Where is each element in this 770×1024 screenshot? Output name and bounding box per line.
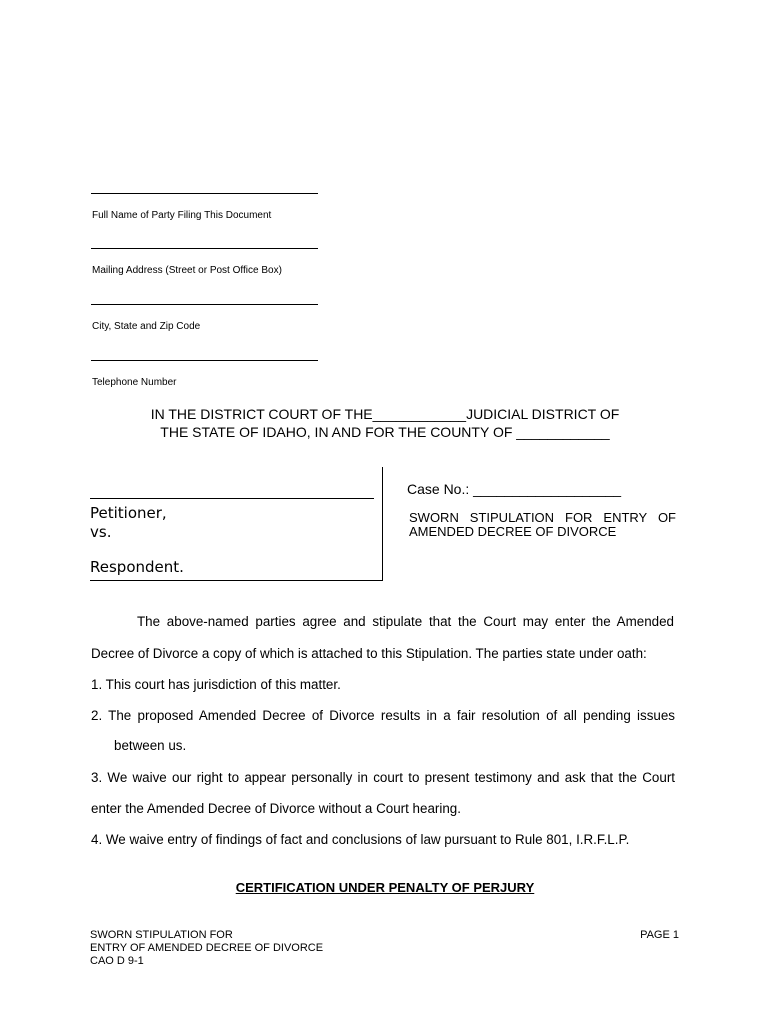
item-1: 1. This court has jurisdiction of this matter. [91,677,341,692]
court-heading-line1: IN THE DISTRICT COURT OF THE____________JUDICIAL DISTRICT OF [150,406,620,422]
intro-line2: Decree of Divorce a copy of which is attached to this Stipulation. The parties state under oath: [91,646,647,661]
vs-label: vs. [90,523,112,541]
telephone-line[interactable] [91,360,318,361]
petitioner-label: Petitioner, [90,504,167,522]
footer-line1: SWORN STIPULATION FOR [90,929,233,941]
certification-heading: CERTIFICATION UNDER PENALTY OF PERJURY [235,880,535,895]
caption-divider-vertical [382,467,383,581]
item-3-line2: enter the Amended Decree of Divorce without a Court hearing. [91,801,461,816]
case-number: Case No.: ___________________ [407,481,622,497]
full-name-label: Full Name of Party Filing This Document [92,210,272,221]
intro-line1: The above-named parties agree and stipulate that the Court may enter the Amended [137,614,674,629]
petitioner-name-line[interactable] [90,498,374,499]
document-title-line1: SWORN STIPULATION FOR ENTRY OF [409,510,676,525]
mailing-address-label: Mailing Address (Street or Post Office Box) [92,265,282,276]
telephone-label: Telephone Number [92,377,177,388]
item-2-line1: 2. The proposed Amended Decree of Divorce results in a fair resolution of all pending issues [91,708,675,723]
respondent-bottom-line [90,580,383,581]
item-4: 4. We waive entry of findings of fact and conclusions of law pursuant to Rule 801, I.R.F.L.P. [91,832,630,847]
city-state-zip-line[interactable] [91,304,318,305]
court-heading-line2: THE STATE OF IDAHO, IN AND FOR THE COUNTY OF ____________ [160,424,610,440]
city-state-zip-label: City, State and Zip Code [92,321,201,332]
respondent-label: Respondent. [90,558,184,576]
item-2-line2: between us. [114,738,187,753]
mailing-address-line[interactable] [91,248,318,249]
item-3-line1: 3. We waive our right to appear personally in court to present testimony and ask that the Court [91,770,675,785]
footer-line3: CAO D 9-1 [90,955,144,967]
full-name-line[interactable] [91,193,318,194]
page-number: PAGE 1 [640,929,679,941]
footer-line2: ENTRY OF AMENDED DECREE OF DIVORCE [90,942,324,954]
document-title-line2: AMENDED DECREE OF DIVORCE [409,524,617,539]
